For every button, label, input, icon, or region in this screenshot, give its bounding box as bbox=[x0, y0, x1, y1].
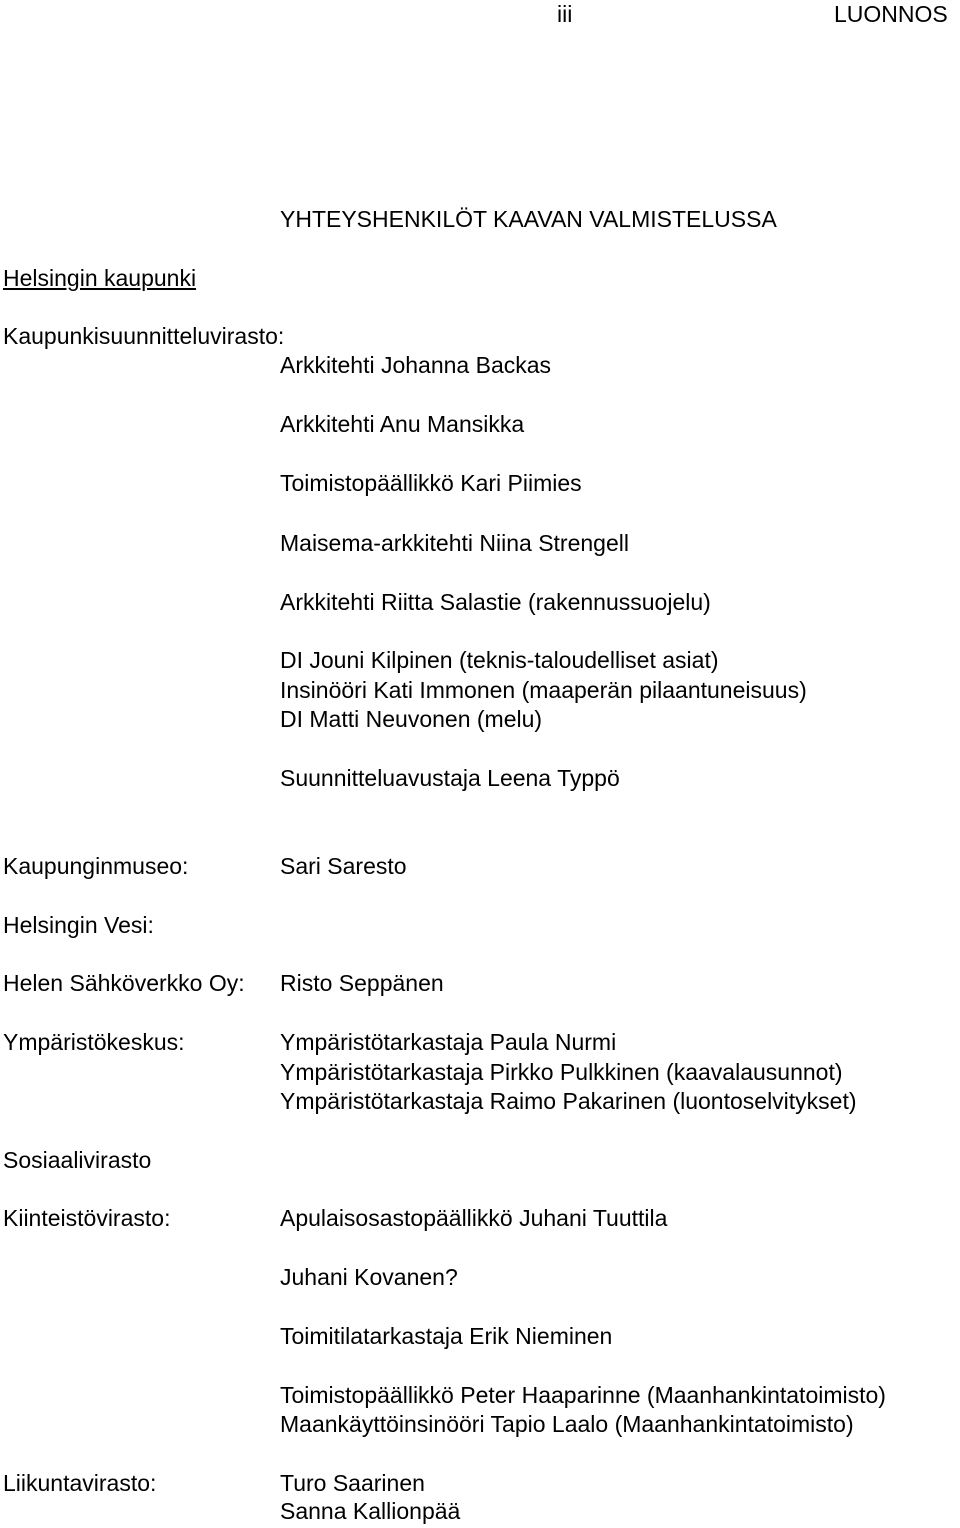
contact-person: Apulaisosastopäällikkö Juhani Tuuttila bbox=[280, 1205, 668, 1231]
contact-person: Suunnitteluavustaja Leena Typpö bbox=[280, 765, 620, 791]
contact-person: Maisema-arkkitehti Niina Strengell bbox=[280, 530, 629, 556]
contact-person: Turo Saarinen bbox=[280, 1470, 425, 1496]
contact-person: Toimistopäällikkö Peter Haaparinne (Maanhankintatoimisto) bbox=[280, 1382, 886, 1408]
city-heading: Helsingin kaupunki bbox=[3, 265, 197, 291]
contact-person: Ympäristötarkastaja Pirkko Pulkkinen (kaavalausunnot) bbox=[280, 1059, 843, 1085]
org-label-kaupunginmuseo: Kaupunginmuseo: bbox=[3, 853, 189, 879]
contact-person: Sanna Kallionpää bbox=[280, 1498, 461, 1524]
contact-person: Arkkitehti Riitta Salastie (rakennussuojelu) bbox=[280, 589, 711, 615]
org-label-helen: Helen Sähköverkko Oy: bbox=[3, 970, 245, 996]
contact-person: Ympäristötarkastaja Raimo Pakarinen (luontoselvitykset) bbox=[280, 1088, 857, 1114]
contact-person: Ympäristötarkastaja Paula Nurmi bbox=[280, 1029, 617, 1055]
org-label-ksv: Kaupunkisuunnitteluvirasto: bbox=[3, 323, 285, 349]
org-label-liikuntavirasto: Liikuntavirasto: bbox=[3, 1470, 157, 1496]
contact-person: Toimitilatarkastaja Erik Nieminen bbox=[280, 1323, 613, 1349]
contact-person: Juhani Kovanen? bbox=[280, 1264, 458, 1290]
page-number: iii bbox=[557, 1, 573, 27]
contact-person: Arkkitehti Anu Mansikka bbox=[280, 411, 525, 437]
contact-person: Toimistopäällikkö Kari Piimies bbox=[280, 470, 582, 496]
contact-person: Sari Saresto bbox=[280, 853, 407, 879]
org-label-ymparistokeskus: Ympäristökeskus: bbox=[3, 1029, 185, 1055]
org-label-vesi: Helsingin Vesi: bbox=[3, 912, 154, 938]
org-label-sosiaalivirasto: Sosiaalivirasto bbox=[3, 1147, 152, 1173]
org-label-kiinteistovirasto: Kiinteistövirasto: bbox=[3, 1205, 171, 1231]
contact-person: Insinööri Kati Immonen (maaperän pilaantuneisuus) bbox=[280, 677, 807, 703]
contact-person: DI Jouni Kilpinen (teknis-taloudelliset asiat) bbox=[280, 647, 719, 673]
draft-label: LUONNOS bbox=[834, 1, 948, 27]
contact-person: Risto Seppänen bbox=[280, 970, 444, 996]
contact-person: Arkkitehti Johanna Backas bbox=[280, 352, 552, 378]
page-title: YHTEYSHENKILÖT KAAVAN VALMISTELUSSA bbox=[280, 206, 777, 232]
contact-person: DI Matti Neuvonen (melu) bbox=[280, 706, 543, 732]
contact-person: Maankäyttöinsinööri Tapio Laalo (Maanhankintatoimisto) bbox=[280, 1411, 854, 1437]
